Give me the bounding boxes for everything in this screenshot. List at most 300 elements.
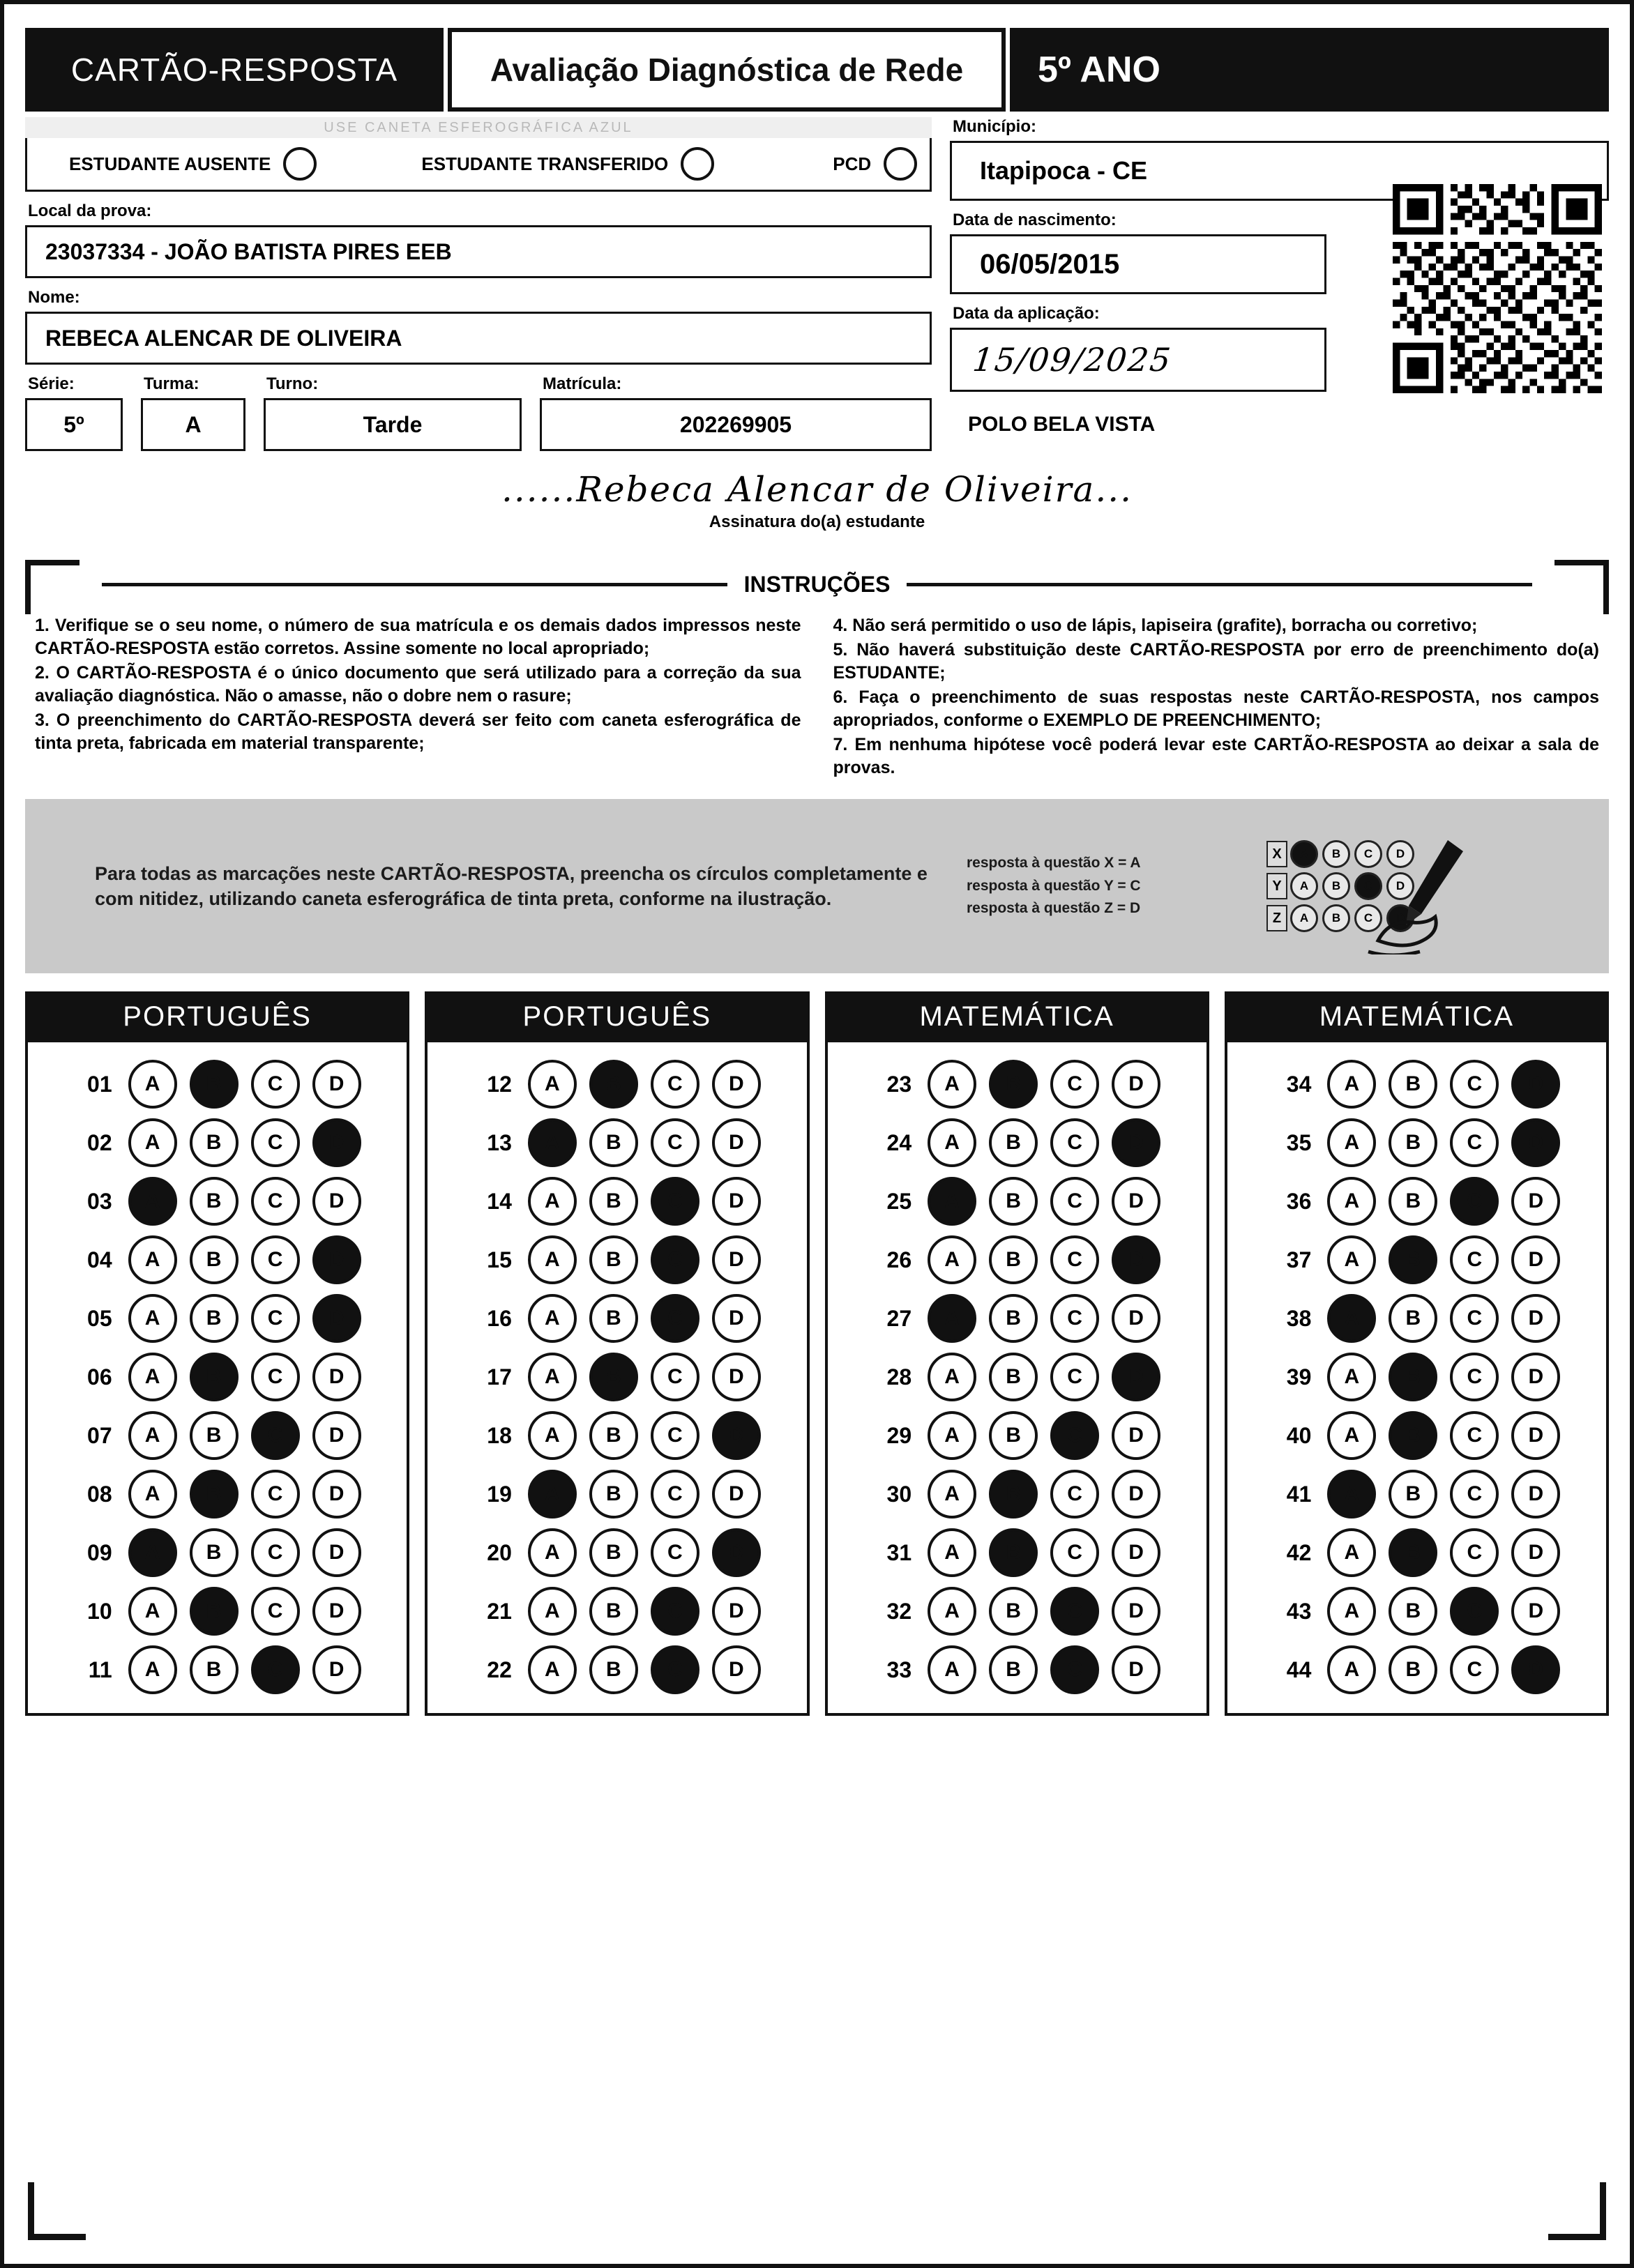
answer-block-body xyxy=(425,1042,809,1716)
answer-block-title: PORTUGUÊS xyxy=(425,991,809,1042)
option-bubble-a[interactable]: A xyxy=(528,1060,577,1109)
question-row xyxy=(1234,1289,1599,1348)
option-bubble-d[interactable]: D xyxy=(312,1528,361,1577)
header-card-title-text: CARTÃO-RESPOSTA xyxy=(70,52,398,88)
option-bubble-c[interactable]: C xyxy=(251,1177,300,1226)
question-number: 17 xyxy=(487,1364,512,1390)
question-row xyxy=(835,1113,1200,1172)
option-bubble-d[interactable]: D xyxy=(1112,1587,1160,1636)
option-bubble-d[interactable]: D xyxy=(1112,1353,1160,1401)
fill-example-bubble-d: D xyxy=(1386,872,1414,900)
option-bubble-a[interactable]: A xyxy=(128,1411,177,1460)
question-row xyxy=(434,1231,799,1289)
question-number: 20 xyxy=(487,1539,512,1565)
option-bubble-d[interactable]: D xyxy=(1112,1060,1160,1109)
option-bubble-b[interactable]: B xyxy=(1389,1353,1437,1401)
question-row xyxy=(35,1113,400,1172)
option-bubble-a[interactable]: A xyxy=(928,1411,976,1460)
option-bubble-a[interactable]: A xyxy=(928,1353,976,1401)
option-bubble-c[interactable]: C xyxy=(1450,1118,1499,1167)
option-bubble-d[interactable]: D xyxy=(712,1060,761,1109)
instruction-item: 5. Não haverá substituição deste CARTÃO-RESPOSTA por erro de preenchimento do(a) ESTUDANTE; xyxy=(833,640,1599,683)
option-bubble-c[interactable]: C xyxy=(651,1528,699,1577)
option-bubble-c[interactable]: C xyxy=(1450,1470,1499,1519)
option-bubble-a[interactable]: A xyxy=(528,1645,577,1694)
question-row xyxy=(35,1348,400,1406)
question-number: 01 xyxy=(87,1071,112,1097)
answer-block xyxy=(1225,991,1609,1716)
question-number: 39 xyxy=(1286,1364,1312,1390)
option-bubble-c[interactable]: C xyxy=(1050,1235,1099,1284)
option-bubble-b[interactable]: B xyxy=(1389,1177,1437,1226)
faint-notice-bar: USE CANETA ESFEROGRÁFICA AZUL xyxy=(25,117,932,138)
status-absent-label: ESTUDANTE AUSENTE xyxy=(69,153,271,174)
instructions-section xyxy=(25,560,1609,781)
question-row xyxy=(835,1231,1200,1289)
option-bubble-b[interactable]: B xyxy=(589,1118,638,1167)
option-bubble-a[interactable]: A xyxy=(928,1470,976,1519)
option-bubble-b[interactable]: B xyxy=(190,1645,239,1694)
nome-field xyxy=(25,312,932,365)
fill-example-bubble-b: B xyxy=(1322,904,1350,932)
question-number: 04 xyxy=(87,1247,112,1272)
option-bubble-b[interactable]: B xyxy=(989,1060,1038,1109)
option-bubble-c[interactable]: C xyxy=(251,1118,300,1167)
option-bubble-a[interactable]: A xyxy=(1327,1353,1376,1401)
option-bubble-d[interactable]: D xyxy=(1112,1118,1160,1167)
option-bubble-d[interactable]: D xyxy=(312,1294,361,1343)
local-label: Local da prova: xyxy=(28,201,152,220)
option-bubble-b[interactable]: B xyxy=(589,1470,638,1519)
serie-value: 5º xyxy=(63,411,84,437)
option-bubble-d[interactable]: D xyxy=(312,1411,361,1460)
option-bubble-d[interactable]: D xyxy=(1511,1294,1560,1343)
option-bubble-b[interactable]: B xyxy=(589,1060,638,1109)
option-bubble-b[interactable]: B xyxy=(589,1645,638,1694)
fill-example-bubble-d: D xyxy=(1386,840,1414,868)
option-bubble-a[interactable]: A xyxy=(528,1118,577,1167)
option-bubble-b[interactable]: B xyxy=(190,1528,239,1577)
option-bubble-c[interactable]: C xyxy=(1050,1645,1099,1694)
question-row xyxy=(835,1523,1200,1582)
question-number: 24 xyxy=(886,1129,912,1155)
option-bubble-a[interactable]: A xyxy=(1327,1587,1376,1636)
question-row xyxy=(1234,1055,1599,1113)
aplicacao-value: 15/09/2025 xyxy=(971,341,1174,379)
qr-code-icon xyxy=(1393,184,1602,393)
option-bubble-d[interactable]: D xyxy=(1511,1528,1560,1577)
option-bubble-c[interactable]: C xyxy=(1450,1645,1499,1694)
option-bubble-d[interactable]: D xyxy=(1511,1411,1560,1460)
option-bubble-a[interactable]: A xyxy=(928,1235,976,1284)
option-bubble-c[interactable]: C xyxy=(1450,1294,1499,1343)
option-bubble-b[interactable]: B xyxy=(190,1235,239,1284)
question-row xyxy=(35,1055,400,1113)
option-bubble-c[interactable]: C xyxy=(1450,1177,1499,1226)
option-bubble-a[interactable]: A xyxy=(1327,1118,1376,1167)
option-bubble-b[interactable]: B xyxy=(1389,1118,1437,1167)
instruction-item: 7. Em nenhuma hipótese você poderá levar este CARTÃO-RESPOSTA ao deixar a sala de provas. xyxy=(833,735,1599,777)
question-number: 03 xyxy=(87,1188,112,1214)
signature-handwriting-text: Rebeca Alencar de Oliveira xyxy=(576,469,1096,510)
option-bubble-d[interactable]: D xyxy=(312,1587,361,1636)
header-grade xyxy=(1010,28,1609,112)
identification-section xyxy=(25,117,1609,451)
question-row xyxy=(835,1348,1200,1406)
option-bubble-d[interactable]: D xyxy=(1112,1528,1160,1577)
question-number: 29 xyxy=(886,1422,912,1448)
option-bubble-b[interactable]: B xyxy=(589,1294,638,1343)
option-bubble-b[interactable]: B xyxy=(989,1353,1038,1401)
option-bubble-d[interactable]: D xyxy=(712,1294,761,1343)
question-number: 05 xyxy=(87,1305,112,1331)
option-bubble-c[interactable]: C xyxy=(251,1294,300,1343)
option-bubble-c[interactable]: C xyxy=(1050,1528,1099,1577)
option-bubble-c[interactable]: C xyxy=(1050,1353,1099,1401)
question-row xyxy=(1234,1582,1599,1641)
fill-example-bubble-a: A xyxy=(1290,904,1318,932)
option-bubble-a[interactable]: A xyxy=(128,1060,177,1109)
option-bubble-a[interactable]: A xyxy=(528,1411,577,1460)
option-bubble-d[interactable]: D xyxy=(1511,1587,1560,1636)
fill-example-key: X xyxy=(1266,841,1287,867)
option-bubble-c[interactable]: C xyxy=(651,1177,699,1226)
option-bubble-d[interactable]: D xyxy=(312,1353,361,1401)
option-bubble-c[interactable]: C xyxy=(1050,1294,1099,1343)
option-bubble-d[interactable]: D xyxy=(712,1411,761,1460)
question-number: 44 xyxy=(1286,1657,1312,1682)
option-bubble-a[interactable]: A xyxy=(128,1645,177,1694)
answer-block xyxy=(425,991,809,1716)
signature-handwriting: ......Rebeca Alencar de Oliveira... xyxy=(501,469,1133,510)
matricula-value: 202269905 xyxy=(679,411,792,437)
option-bubble-b[interactable]: B xyxy=(989,1118,1038,1167)
option-bubble-b[interactable]: B xyxy=(989,1587,1038,1636)
fill-example-section xyxy=(25,799,1609,973)
option-bubble-a[interactable]: A xyxy=(128,1177,177,1226)
status-absent-bubble[interactable] xyxy=(283,147,317,181)
option-bubble-c[interactable]: C xyxy=(251,1528,300,1577)
option-bubble-a[interactable]: A xyxy=(528,1587,577,1636)
option-bubble-a[interactable]: A xyxy=(1327,1411,1376,1460)
question-number: 30 xyxy=(886,1481,912,1507)
question-number: 31 xyxy=(886,1539,912,1565)
question-number: 25 xyxy=(886,1188,912,1214)
option-bubble-d[interactable]: D xyxy=(1511,1177,1560,1226)
option-bubble-b[interactable]: B xyxy=(1389,1528,1437,1577)
instruction-item: 2. O CARTÃO-RESPOSTA é o único documento que será utilizado para a correção da sua avaliação diagnóstica. Não o amasse, não o dobre nem o rasure; xyxy=(35,663,801,706)
option-bubble-b[interactable]: B xyxy=(589,1528,638,1577)
option-bubble-b[interactable]: B xyxy=(1389,1411,1437,1460)
option-bubble-c[interactable]: C xyxy=(651,1645,699,1694)
question-number: 15 xyxy=(487,1247,512,1272)
option-bubble-b[interactable]: B xyxy=(1389,1060,1437,1109)
option-bubble-b[interactable]: B xyxy=(190,1060,239,1109)
option-bubble-b[interactable]: B xyxy=(589,1353,638,1401)
option-bubble-b[interactable]: B xyxy=(1389,1587,1437,1636)
fill-example-grid xyxy=(1266,836,1476,936)
option-bubble-a[interactable]: A xyxy=(128,1294,177,1343)
option-bubble-d[interactable]: D xyxy=(712,1645,761,1694)
question-row xyxy=(434,1406,799,1465)
option-bubble-d[interactable]: D xyxy=(1112,1470,1160,1519)
nascimento-label: Data de nascimento: xyxy=(953,211,1117,229)
question-row xyxy=(835,1289,1200,1348)
question-row xyxy=(434,1582,799,1641)
option-bubble-d[interactable]: D xyxy=(1112,1177,1160,1226)
question-number: 27 xyxy=(886,1305,912,1331)
signature-section xyxy=(25,469,1609,553)
option-bubble-c[interactable]: C xyxy=(1450,1528,1499,1577)
instructions-title: INSTRUÇÕES xyxy=(743,571,891,597)
question-row xyxy=(434,1641,799,1699)
option-bubble-a[interactable]: A xyxy=(528,1177,577,1226)
option-bubble-d[interactable]: D xyxy=(312,1060,361,1109)
option-bubble-c[interactable]: C xyxy=(251,1235,300,1284)
option-bubble-a[interactable]: A xyxy=(1327,1235,1376,1284)
option-bubble-d[interactable]: D xyxy=(312,1118,361,1167)
answer-block-body xyxy=(25,1042,409,1716)
option-bubble-b[interactable]: B xyxy=(1389,1294,1437,1343)
registration-mark-bottom-right xyxy=(1548,2182,1606,2240)
option-bubble-c[interactable]: C xyxy=(1050,1411,1099,1460)
option-bubble-d[interactable]: D xyxy=(1511,1353,1560,1401)
option-bubble-a[interactable]: A xyxy=(928,1528,976,1577)
option-bubble-a[interactable]: A xyxy=(1327,1528,1376,1577)
registration-mark-top-left xyxy=(25,560,80,614)
municipio-value: Itapipoca - CE xyxy=(980,156,1148,185)
serie-label: Série: xyxy=(28,374,75,393)
option-bubble-d[interactable]: D xyxy=(1112,1294,1160,1343)
answer-sheet xyxy=(25,991,1609,1716)
option-bubble-a[interactable]: A xyxy=(528,1353,577,1401)
question-row xyxy=(1234,1113,1599,1172)
option-bubble-d[interactable]: D xyxy=(712,1118,761,1167)
option-bubble-d[interactable]: D xyxy=(712,1235,761,1284)
option-bubble-a[interactable]: A xyxy=(928,1645,976,1694)
answer-block xyxy=(825,991,1209,1716)
option-bubble-d[interactable]: D xyxy=(1511,1118,1560,1167)
option-bubble-c[interactable]: C xyxy=(1450,1353,1499,1401)
option-bubble-c[interactable]: C xyxy=(651,1235,699,1284)
option-bubble-d[interactable]: D xyxy=(712,1177,761,1226)
option-bubble-a[interactable]: A xyxy=(528,1235,577,1284)
option-bubble-d[interactable]: D xyxy=(1511,1645,1560,1694)
option-bubble-c[interactable]: C xyxy=(1450,1587,1499,1636)
option-bubble-b[interactable]: B xyxy=(1389,1235,1437,1284)
option-bubble-c[interactable]: C xyxy=(1450,1235,1499,1284)
option-bubble-c[interactable]: C xyxy=(1050,1470,1099,1519)
option-bubble-d[interactable]: D xyxy=(1112,1645,1160,1694)
instruction-item: 1. Verifique se o seu nome, o número de sua matrícula e os demais dados impressos neste CARTÃO-RESPOSTA estão corretos. Assine somente no local apropriado; xyxy=(35,616,801,658)
option-bubble-a[interactable]: A xyxy=(928,1294,976,1343)
option-bubble-b[interactable]: B xyxy=(989,1645,1038,1694)
header-exam-title xyxy=(448,28,1006,112)
question-row xyxy=(35,1523,400,1582)
fill-example-bubble-c: C xyxy=(1354,840,1382,868)
question-row xyxy=(1234,1641,1599,1699)
status-pcd[interactable] xyxy=(833,147,917,181)
option-bubble-d[interactable]: D xyxy=(712,1587,761,1636)
option-bubble-d[interactable]: D xyxy=(312,1470,361,1519)
option-bubble-c[interactable]: C xyxy=(251,1587,300,1636)
aplicacao-field xyxy=(950,328,1326,392)
option-bubble-c[interactable]: C xyxy=(651,1353,699,1401)
fill-example-legend xyxy=(967,852,1266,920)
option-bubble-b[interactable]: B xyxy=(589,1235,638,1284)
option-bubble-a[interactable]: A xyxy=(128,1353,177,1401)
option-bubble-a[interactable]: A xyxy=(128,1235,177,1284)
fill-example-bubble-c: C xyxy=(1354,904,1382,932)
option-bubble-b[interactable]: B xyxy=(1389,1470,1437,1519)
option-bubble-c[interactable]: C xyxy=(251,1470,300,1519)
option-bubble-d[interactable]: D xyxy=(1511,1470,1560,1519)
option-bubble-c[interactable]: C xyxy=(251,1353,300,1401)
option-bubble-a[interactable]: A xyxy=(128,1528,177,1577)
option-bubble-c[interactable]: C xyxy=(1050,1060,1099,1109)
fill-example-text: Para todas as marcações neste CARTÃO-RESPOSTA, preencha os círculos completamente e com nitidez, utilizando caneta esferográfica de tinta preta, conforme na ilustração. xyxy=(95,862,928,909)
status-transferred[interactable] xyxy=(421,147,714,181)
option-bubble-a[interactable]: A xyxy=(528,1528,577,1577)
header-grade-text: 5º ANO xyxy=(1038,50,1160,90)
option-bubble-c[interactable]: C xyxy=(651,1411,699,1460)
option-bubble-b[interactable]: B xyxy=(989,1235,1038,1284)
option-bubble-a[interactable]: A xyxy=(128,1470,177,1519)
option-bubble-c[interactable]: C xyxy=(651,1587,699,1636)
option-bubble-b[interactable]: B xyxy=(589,1177,638,1226)
option-bubble-a[interactable]: A xyxy=(928,1587,976,1636)
option-bubble-a[interactable]: A xyxy=(928,1118,976,1167)
status-pcd-bubble[interactable] xyxy=(884,147,917,181)
option-bubble-d[interactable]: D xyxy=(712,1470,761,1519)
nascimento-field xyxy=(950,234,1326,294)
option-bubble-c[interactable]: C xyxy=(251,1645,300,1694)
question-number: 07 xyxy=(87,1422,112,1448)
question-row xyxy=(35,1231,400,1289)
question-row xyxy=(835,1055,1200,1113)
option-bubble-d[interactable]: D xyxy=(312,1645,361,1694)
option-bubble-d[interactable]: D xyxy=(312,1177,361,1226)
option-bubble-a[interactable]: A xyxy=(1327,1645,1376,1694)
header-exam-title-text: Avaliação Diagnóstica de Rede xyxy=(490,52,964,88)
question-row xyxy=(1234,1231,1599,1289)
answer-block xyxy=(25,991,409,1716)
status-transferred-label: ESTUDANTE TRANSFERIDO xyxy=(421,153,669,174)
turma-value: A xyxy=(185,411,202,437)
option-bubble-b[interactable]: B xyxy=(989,1470,1038,1519)
option-bubble-b[interactable]: B xyxy=(989,1177,1038,1226)
question-number: 16 xyxy=(487,1305,512,1331)
option-bubble-a[interactable]: A xyxy=(1327,1294,1376,1343)
option-bubble-a[interactable]: A xyxy=(128,1587,177,1636)
option-bubble-b[interactable]: B xyxy=(1389,1645,1437,1694)
option-bubble-a[interactable]: A xyxy=(928,1060,976,1109)
option-bubble-b[interactable]: B xyxy=(190,1411,239,1460)
option-bubble-b[interactable]: B xyxy=(190,1177,239,1226)
turno-label: Turno: xyxy=(266,374,319,393)
question-number: 08 xyxy=(87,1481,112,1507)
question-row xyxy=(434,1289,799,1348)
fill-example-legend-line: resposta à questão Y = C xyxy=(967,877,1141,894)
question-row xyxy=(35,1172,400,1231)
option-bubble-b[interactable]: B xyxy=(190,1353,239,1401)
nome-label: Nome: xyxy=(28,288,80,307)
option-bubble-b[interactable]: B xyxy=(190,1470,239,1519)
option-bubble-c[interactable]: C xyxy=(651,1470,699,1519)
option-bubble-a[interactable]: A xyxy=(1327,1177,1376,1226)
instruction-item: 3. O preenchimento do CARTÃO-RESPOSTA deverá ser feito com caneta esferográfica de tinta preta, fabricada em material transparente; xyxy=(35,710,801,753)
instructions-title-row xyxy=(25,560,1609,609)
question-number: 09 xyxy=(87,1539,112,1565)
page-header xyxy=(25,28,1609,112)
option-bubble-c[interactable]: C xyxy=(1050,1177,1099,1226)
option-bubble-b[interactable]: B xyxy=(989,1528,1038,1577)
option-bubble-b[interactable]: B xyxy=(989,1411,1038,1460)
option-bubble-d[interactable]: D xyxy=(1511,1235,1560,1284)
option-bubble-b[interactable]: B xyxy=(190,1118,239,1167)
question-number: 11 xyxy=(88,1657,112,1682)
signature-caption: Assinatura do(a) estudante xyxy=(709,512,925,531)
answer-block-title: MATEMÁTICA xyxy=(825,991,1209,1042)
option-bubble-b[interactable]: B xyxy=(989,1294,1038,1343)
option-bubble-a[interactable]: A xyxy=(528,1294,577,1343)
option-bubble-d[interactable]: D xyxy=(1511,1060,1560,1109)
option-bubble-c[interactable]: C xyxy=(1450,1411,1499,1460)
option-bubble-a[interactable]: A xyxy=(928,1177,976,1226)
matricula-label: Matrícula: xyxy=(543,374,622,393)
option-bubble-c[interactable]: C xyxy=(651,1118,699,1167)
question-row xyxy=(835,1641,1200,1699)
question-number: 42 xyxy=(1286,1539,1312,1565)
option-bubble-d[interactable]: D xyxy=(1112,1411,1160,1460)
option-bubble-d[interactable]: D xyxy=(1112,1235,1160,1284)
option-bubble-d[interactable]: D xyxy=(312,1235,361,1284)
option-bubble-d[interactable]: D xyxy=(712,1353,761,1401)
option-bubble-a[interactable]: A xyxy=(528,1470,577,1519)
fill-example-bubble-b: B xyxy=(1322,840,1350,868)
question-number: 22 xyxy=(487,1657,512,1682)
option-bubble-b[interactable]: B xyxy=(589,1411,638,1460)
status-absent[interactable] xyxy=(69,147,317,181)
option-bubble-c[interactable]: C xyxy=(1450,1060,1499,1109)
question-number: 26 xyxy=(886,1247,912,1272)
option-bubble-a[interactable]: A xyxy=(128,1118,177,1167)
question-number: 41 xyxy=(1286,1481,1312,1507)
status-transferred-bubble[interactable] xyxy=(681,147,714,181)
option-bubble-d[interactable]: D xyxy=(712,1528,761,1577)
option-bubble-c[interactable]: C xyxy=(651,1060,699,1109)
question-number: 23 xyxy=(886,1071,912,1097)
option-bubble-c[interactable]: C xyxy=(651,1294,699,1343)
option-bubble-c[interactable]: C xyxy=(1050,1118,1099,1167)
option-bubble-b[interactable]: B xyxy=(190,1294,239,1343)
instructions-column-left xyxy=(35,614,801,781)
question-number: 19 xyxy=(487,1481,512,1507)
instruction-item: 4. Não será permitido o uso de lápis, lapiseira (grafite), borracha ou corretivo; xyxy=(833,616,1478,635)
option-bubble-c[interactable]: C xyxy=(251,1060,300,1109)
option-bubble-c[interactable]: C xyxy=(1050,1587,1099,1636)
fill-example-bubble-a: A xyxy=(1290,840,1318,868)
option-bubble-b[interactable]: B xyxy=(190,1587,239,1636)
option-bubble-b[interactable]: B xyxy=(589,1587,638,1636)
option-bubble-a[interactable]: A xyxy=(1327,1470,1376,1519)
fill-example-key: Y xyxy=(1266,873,1287,899)
option-bubble-c[interactable]: C xyxy=(251,1411,300,1460)
question-number: 34 xyxy=(1286,1071,1312,1097)
question-row xyxy=(35,1289,400,1348)
option-bubble-a[interactable]: A xyxy=(1327,1060,1376,1109)
turno-field xyxy=(264,398,522,451)
